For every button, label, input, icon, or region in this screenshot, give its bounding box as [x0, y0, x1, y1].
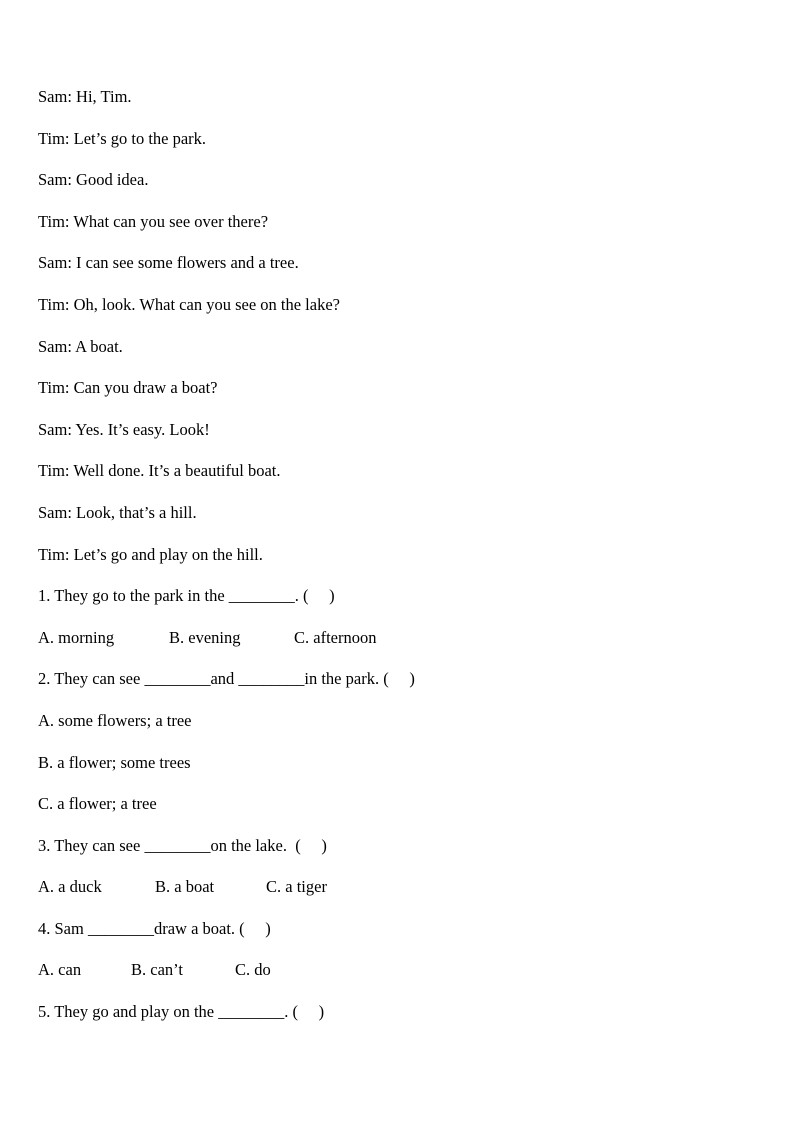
dialogue-line: Tim: Oh, look. What can you see on the lake? [38, 294, 340, 314]
question-4-text: 4. Sam ________draw a boat. ( ) [38, 918, 271, 938]
option-b: B. can’t [131, 960, 183, 980]
question-1-text: 1. They go to the park in the ________. ( ) [38, 586, 335, 606]
option-c: C. a tiger [266, 877, 327, 897]
option-a: A. morning [38, 627, 115, 647]
dialogue-line: Tim: Let’s go to the park. [38, 128, 207, 148]
questions [38, 584, 764, 1042]
dialogue [38, 85, 764, 584]
question-3-text: 3. They can see ________on the lake. ( ) [38, 835, 327, 855]
dialogue-line: Sam: A boat. [38, 336, 123, 356]
question-1-options [38, 626, 764, 668]
option-c: C. do [235, 960, 271, 980]
option-c: C. a flower; a tree [38, 794, 157, 814]
dialogue-line: Tim: Can you draw a boat? [38, 378, 218, 398]
worksheet-page [38, 85, 764, 1042]
option-a: A. can [38, 960, 82, 980]
dialogue-line: Sam: Hi, Tim. [38, 87, 132, 106]
dialogue-line: Sam: Look, that’s a hill. [38, 502, 197, 522]
option-b: B. evening [169, 627, 241, 647]
dialogue-line: Tim: Well done. It’s a beautiful boat. [38, 461, 281, 481]
dialogue-line: Tim: Let’s go and play on the hill. [38, 544, 263, 564]
question-3-options [38, 875, 764, 917]
dialogue-line: Tim: What can you see over there? [38, 211, 269, 231]
option-c: C. afternoon [294, 627, 377, 647]
option-a: A. some flowers; a tree [38, 710, 192, 730]
option-b: B. a flower; some trees [38, 752, 191, 772]
question-5-text: 5. They go and play on the ________. ( ) [38, 1002, 325, 1022]
option-a: A. a duck [38, 877, 102, 897]
dialogue-line: Sam: Good idea. [38, 170, 149, 190]
question-2-text: 2. They can see ________and ________in the park. ( ) [38, 669, 415, 689]
option-b: B. a boat [155, 877, 215, 897]
dialogue-line: Sam: Yes. It’s easy. Look! [38, 419, 210, 439]
question-4-options [38, 958, 764, 1000]
dialogue-line: Sam: I can see some flowers and a tree. [38, 253, 299, 273]
